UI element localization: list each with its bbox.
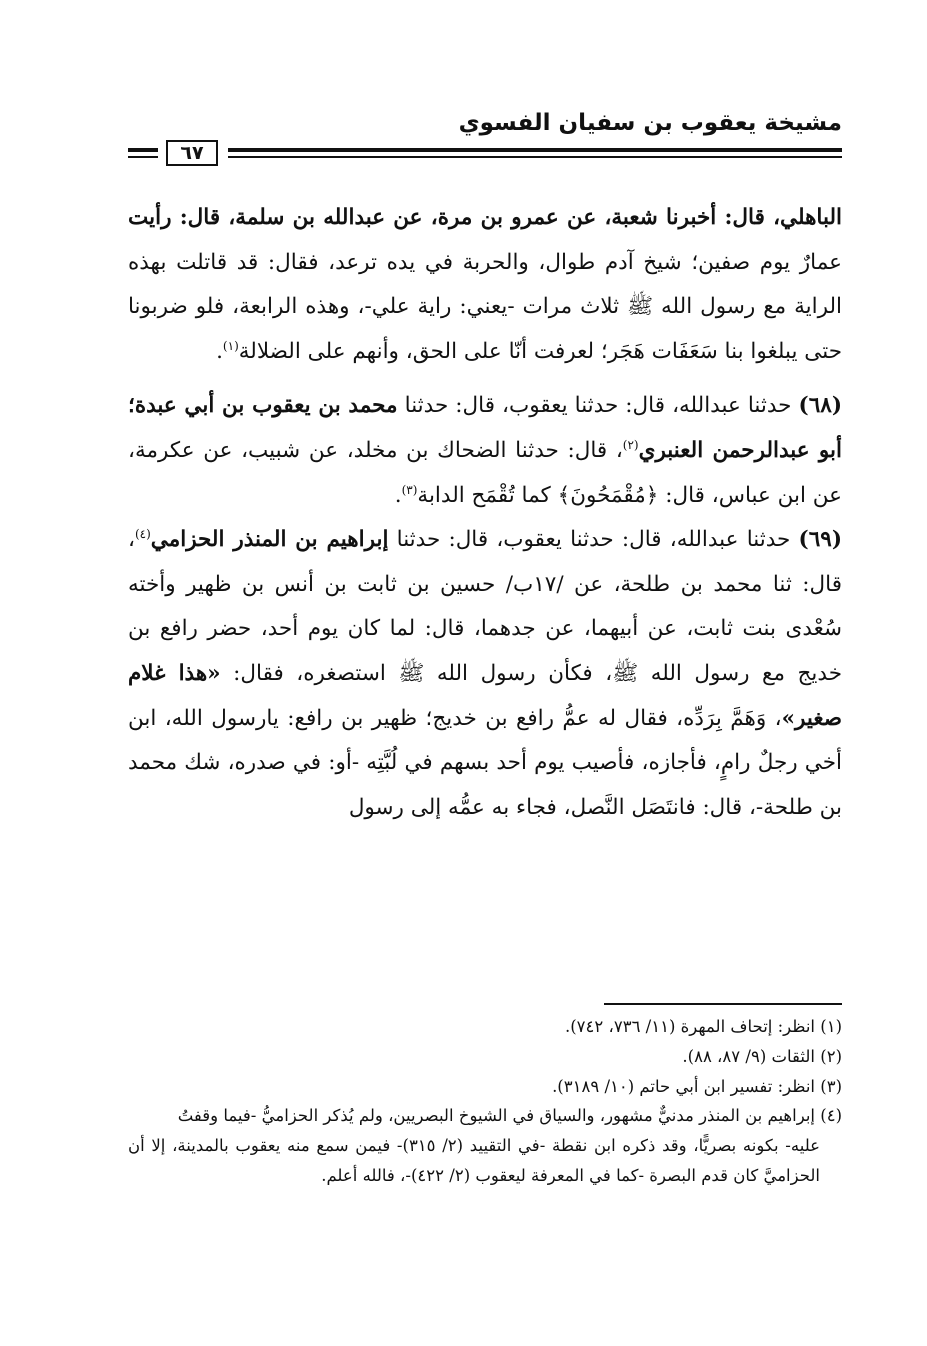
footnote-ref: (١) (222, 338, 239, 353)
hadith-text: ، قال: حدثنا الضحاك بن مخلد، عن شبيب، عن عكرمة، عن ابن عباس، قال: ﴿مُقْمَحُونَ﴾ كما تُقْمَح الدابة (128, 437, 842, 508)
footnote-4 (128, 1101, 842, 1131)
footnote-ref: (٢) (622, 437, 639, 452)
narrator-name: إبراهيم بن المنذر الحزامي (150, 527, 389, 553)
footnote-4-line: عليه- بكونه بصريًّا، وقد ذكره ابن نقطة -في التقييد (٢/ ٣١٥)- فيمن سمع منه يعقوب (235, 1136, 821, 1156)
footnote-2: (٢) الثقات (٩/ ٨٧، ٨٨). (682, 1046, 842, 1066)
footnote-separator (604, 1003, 842, 1005)
header-rule-thin (228, 156, 842, 158)
header-rule-left-thin (128, 156, 158, 158)
hadith-68: (٦٨) حدثنا عبدالله، قال: حدثنا يعقوب، قال: حدثنا محمد بن يعقوب بن أبي عبدة؛ أبو عبدالرحمن العنبري$^{(٢)}$، قال: حدثنا الضحاك بن مخلد، عن شبيب، عن عكرمة، عن ابن عباس، قال: ﴿مُقْمَحُونَ﴾ كما تُقْمَح الدابة$^{(٣)}$. (128, 393, 843, 508)
p1-line: الباهلي، قال: أخبرنا شعبة، عن عمرو بن مرة، عن عبدالله بن سلمة، قال: رأيت (128, 205, 842, 230)
hadith-69 (128, 518, 842, 830)
footnote-ref: (٣) (401, 482, 418, 497)
hadith-number: (٦٨) (798, 393, 843, 419)
header-rule-left-thick (128, 148, 158, 152)
footnote-4-line: (٤) إبراهيم بن المنذر مدنيٌّ مشهور، والسياق في الشيوخ البصريين، ولم يُذكر الحزاميُّ -فيما وقفتُ (177, 1106, 842, 1126)
running-title: مشيخة يعقوب بن سفيان الفسوي (458, 110, 842, 136)
p1-line: الضلالة (238, 338, 301, 364)
footnote-3: (٣) انظر: تفسير ابن أبي حاتم (١٠/ ٣١٨٩). (552, 1076, 842, 1096)
p1-line: عمارٌ يوم صفين؛ شيخ آدم طوال، والحربة في يده ترعد، فقال: قد قاتلت بهذه (128, 249, 842, 275)
hadith-text: ، قال: ثنا محمد بن طلحة، عن /١٧ب/ حسين بن ثابت بن أنس بن ظهير وأخته سُعْدى بنت ثابت، عن أبيهما، عن جدهما، قال: لما كان يوم أحد، حضر رافع بن خديج مع رسول الله ﷺ، فكأن رسول الله ﷺ استصغره، فقال: (128, 527, 842, 686)
page-number: ٦٧ (166, 140, 218, 166)
footnote-4-continuation (128, 1131, 842, 1191)
footnote-4-line: بالمدينة، إلا أن الحزاميَّ كان قدم البصرة -كما في المعرفة ليعقوب (٢/ ٤٢٢)-، فالله أعلم. (128, 1136, 820, 1185)
paragraph-continuation: الباهلي، قال: أخبرنا شعبة، عن عمرو بن مرة، عن عبدالله بن سلمة، قال: رأيت عمارٌ يوم صفين؛ شيخ آدم طوال، والحربة في يده ترعد، فقال: قد قاتلت بهذه الراية مع رسول الله ﷺ ثلاث مرات -يعني: راية علي-، وهذه الرابعة، فلو ضربونا حتى يبلغوا بنا سَعَفَات هَجَر؛ لعرفت أنّا على الحق، وأنهم على الضلالة$^{(١)}$. (128, 205, 842, 364)
hadith-text: حدثنا عبدالله، قال: حدثنا يعقوب، قال: حدثنا (404, 393, 792, 419)
p1-line: ضربونا حتى يبلغوا بنا سَعَفَات هَجَر؛ لعرفت أنّا على الحق، وأنهم على (128, 294, 842, 364)
hadith-text: ، وَهَمَّ بِرَدِّه، فقال له عمُّ رافع بن خديج؛ ظهير بن رافع: يارسول الله، ابن أخي رجلٌ رامٍ، فأجازه، فأصيب يوم أحد بسهم في لُبَّتِه -أو: في صدره، شك محمد بن طلحة-، قال: فانتَصَل النَّصل، فجاء به عمُّه إلى رسول (128, 705, 842, 820)
footnotes (128, 1012, 842, 1191)
prophetic-quote: «هذا غلام صغير» (128, 660, 842, 731)
p1-line: الراية مع رسول الله ﷺ ثلاث مرات -يعني: راية علي-، وهذه الرابعة، فلو (195, 294, 842, 320)
footnote-1: (١) انظر: إتحاف المهرة (١١/ ٧٣٦، ٧٤٢). (564, 1017, 842, 1036)
hadith-text: حدثنا عبدالله، قال: حدثنا يعقوب، قال: حدثنا (396, 527, 791, 553)
footnote-ref: (٤) (134, 527, 151, 541)
page-header (128, 104, 842, 164)
narrator-name: محمد بن يعقوب بن أبي عبدة؛ أبو عبدالرحمن العنبري (128, 393, 842, 463)
main-text (128, 196, 842, 830)
header-rule-thick (228, 148, 842, 152)
hadith-number: (٦٩) (798, 527, 842, 553)
